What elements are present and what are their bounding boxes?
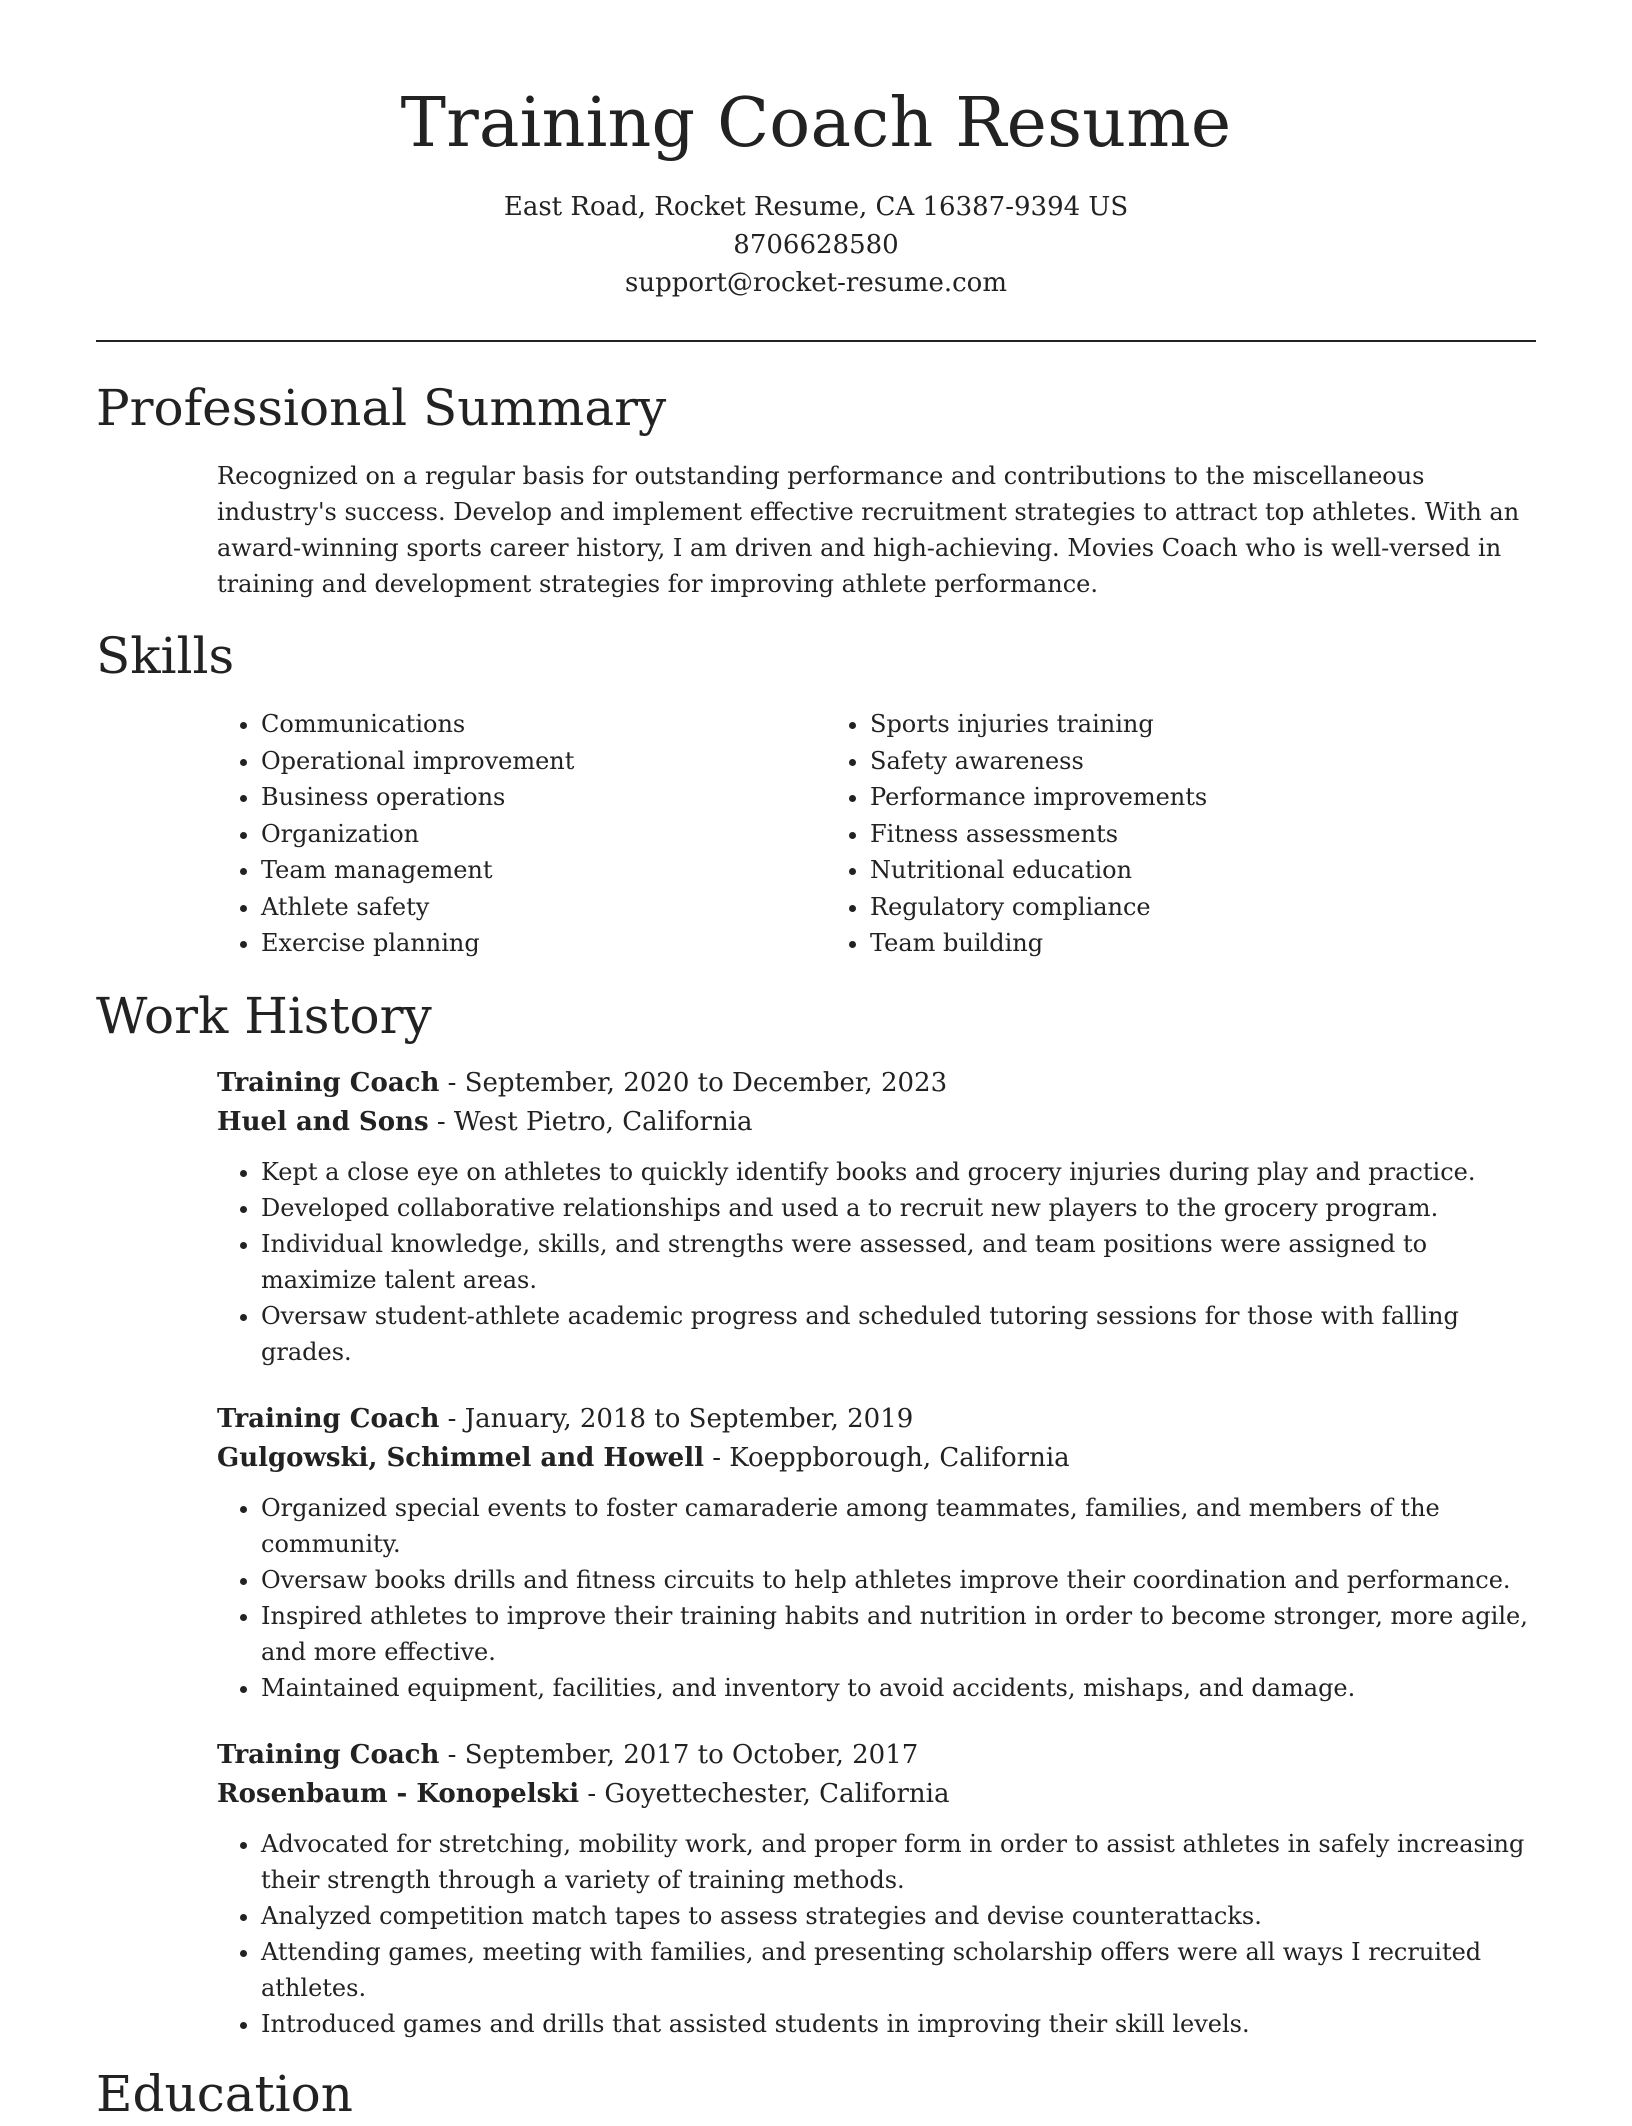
skill-item: • Exercise planning [261, 925, 826, 962]
skill-item: • Sports injuries training [870, 706, 1435, 743]
job-bullets [217, 1826, 1536, 2042]
contact-info [96, 188, 1536, 302]
contact-phone: 8706628580 [733, 230, 899, 260]
header-divider [96, 340, 1536, 342]
skill-item: • Organization [261, 816, 826, 853]
skills-heading: Skills [96, 627, 235, 685]
resume-title: Training Coach Resume [400, 84, 1232, 163]
skill-item: • Performance improvements [870, 779, 1435, 816]
work-history-heading: Work History [96, 986, 432, 1045]
skill-item: • Team building [870, 925, 1435, 962]
skills-column-right [826, 706, 1435, 962]
skill-item: • Team management [261, 852, 826, 889]
skill-item: • Safety awareness [870, 743, 1435, 780]
summary-heading: Professional Summary [96, 379, 667, 437]
job-bullet: • Individual knowledge, skills, and strengths were assessed, and team positions were assigned to maximize talent areas. [261, 1226, 1536, 1298]
job-company: Huel and Sons [217, 1106, 429, 1137]
job-company: Gulgowski, Schimmel and Howell [217, 1442, 704, 1473]
job-company: Rosenbaum - Konopelski [217, 1778, 580, 1809]
job-title-line [217, 1400, 1536, 1439]
job-bullet: • Analyzed competition match tapes to assess strategies and devise counterattacks. [261, 1898, 1536, 1934]
job-company-line [217, 1103, 1536, 1142]
job-company-line [217, 1439, 1536, 1478]
job-title-line [217, 1064, 1536, 1103]
job-bullet: • Introduced games and drills that assisted students in improving their skill levels. [261, 2006, 1536, 2042]
job-bullet: • Oversaw student-athlete academic progress and scheduled tutoring sessions for those with falling grades. [261, 1298, 1536, 1370]
job-bullet: • Advocated for stretching, mobility work, and proper form in order to assist athletes in safely increasing their strength through a variety of training methods. [261, 1826, 1536, 1898]
skill-item: • Operational improvement [261, 743, 826, 780]
job-location: - Koeppborough, California [703, 1442, 1070, 1473]
job-bullet: • Kept a close eye on athletes to quickly identify books and grocery injuries during play and practice. [261, 1154, 1536, 1190]
skill-item: • Nutritional education [870, 852, 1435, 889]
job-dates: - September, 2017 to October, 2017 [439, 1739, 919, 1770]
job-title-line [217, 1736, 1536, 1775]
job-role: Training Coach [217, 1739, 440, 1770]
job-bullet: • Organized special events to foster camaraderie among teammates, families, and members of the community. [261, 1490, 1536, 1562]
job-role: Training Coach [217, 1403, 440, 1434]
job-bullets [217, 1154, 1536, 1370]
resume-header [96, 0, 1536, 302]
skill-item: • Fitness assessments [870, 816, 1435, 853]
summary-text: Recognized on a regular basis for outstanding performance and contributions to the miscellaneous industry's success. Develop and implement effective recruitment strategies to attract top athletes. With an award-winning sports career history, I am driven and high-achieving. Movies Coach who is well-versed in training and development strategies for improving athlete performance. [217, 462, 1520, 598]
job-bullet: • Oversaw books drills and fitness circuits to help athletes improve their coordination and performance. [261, 1562, 1536, 1598]
skills-list [217, 706, 1536, 962]
job-dates: - September, 2020 to December, 2023 [439, 1067, 948, 1098]
job-bullet: • Developed collaborative relationships and used a to recruit new players to the grocery program. [261, 1190, 1536, 1226]
skill-item: • Regulatory compliance [870, 889, 1435, 926]
job-entry [217, 1064, 1536, 1370]
job-entry [217, 1400, 1536, 1706]
job-bullet: • Attending games, meeting with families, and presenting scholarship offers were all ways I recruited athletes. [261, 1934, 1536, 2006]
job-role: Training Coach [217, 1067, 440, 1098]
job-company-line [217, 1775, 1536, 1814]
contact-email: support@rocket-resume.com [624, 268, 1007, 298]
skill-item: • Business operations [261, 779, 826, 816]
contact-address: East Road, Rocket Resume, CA 16387-9394 US [503, 192, 1129, 222]
education-heading: Education [96, 2064, 353, 2123]
job-location: - Goyettechester, California [579, 1778, 950, 1809]
job-entry [217, 1736, 1536, 2042]
job-location: - West Pietro, California [428, 1106, 753, 1137]
job-dates: - January, 2018 to September, 2019 [439, 1403, 914, 1434]
skill-item: • Communications [261, 706, 826, 743]
job-bullet: • Inspired athletes to improve their training habits and nutrition in order to become stronger, more agile, and more effective. [261, 1598, 1536, 1670]
skills-column-left [217, 706, 826, 962]
job-bullet: • Maintained equipment, facilities, and inventory to avoid accidents, mishaps, and damage. [261, 1670, 1536, 1706]
job-bullets [217, 1490, 1536, 1706]
skill-item: • Athlete safety [261, 889, 826, 926]
